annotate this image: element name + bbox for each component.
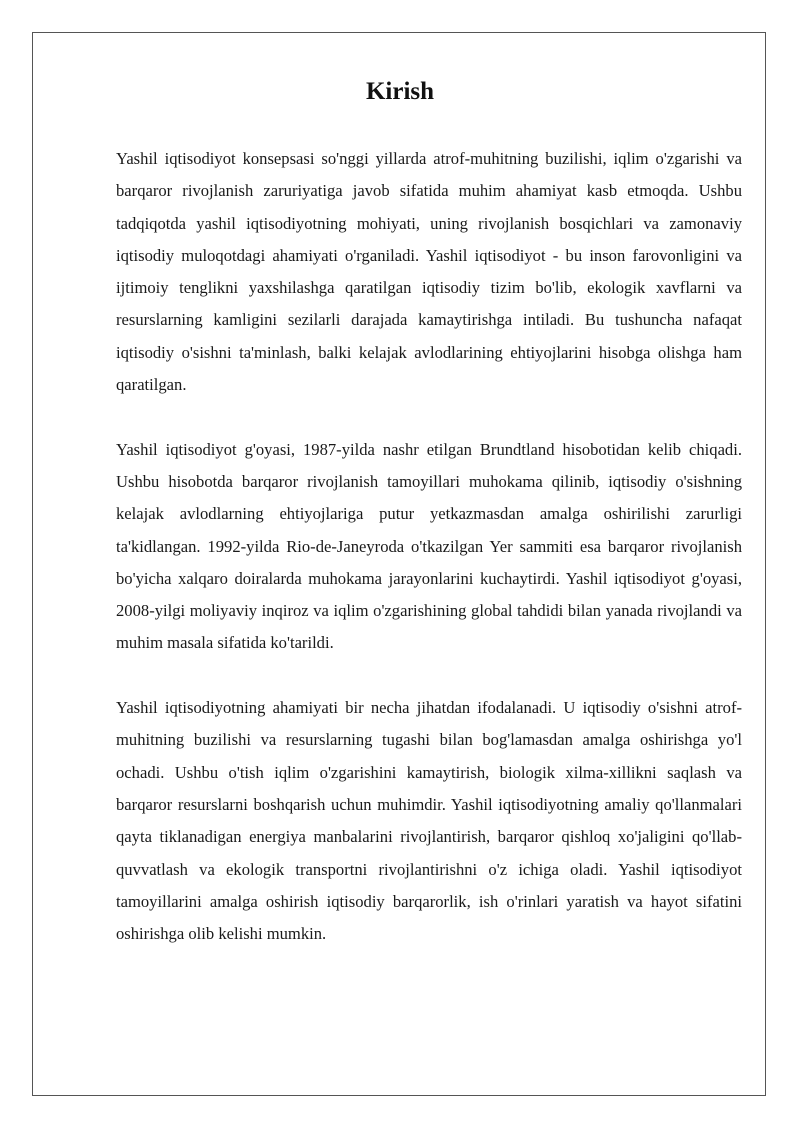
paragraph-introduction: Yashil iqtisodiyot konsepsasi so'nggi yillarda atrof-muhitning buzilishi, iqlim o'zgarishi va barqaror rivojlanish zaruriyatiga javob sifatida muhim ahamiyat kasb etmoqda. Ushbu tadqiqotda yashil iqtisodiyotning mohiyati, uning rivojlanish bosqichlari va zamonaviy iqtisodiy muloqotdagi ahamiyati o'rganiladi. Yashil iqtisodiyot - bu inson farovonligini va ijtimoiy tenglikni yaxshilashga qaratilgan iqtisodiy tizim bo'lib, ekologik xavflarni va resurslarning kamligini sezilarli darajada kamaytirishga intiladi. Bu tushuncha nafaqat iqtisodiy o'sishni ta'minlash, balki kelajak avlodlarining ehtiyojlarini hisobga olishga ham qaratilgan. <box>116 149 742 395</box>
page-title: Kirish <box>365 78 435 105</box>
paragraph-history: Yashil iqtisodiyot g'oyasi, 1987-yilda nashr etilgan Brundtland hisobotidan kelib chiqadi. Ushbu hisobotda barqaror rivojlanish tamoyillari muhokama qilinib, iqtisodiy o'sishning kelajak avlodlarning ehtiyojlariga putur yetkazmasdan amalga oshirilishi zarurligi ta'kidlangan. 1992-yilda Rio-de-Janeyroda o'tkazilgan Yer sammiti esa barqaror rivojlanish bo'yicha xalqaro doiralarda muhokama jarayonlarini kuchaytirdi. Yashil iqtisodiyot g'oyasi, 2008-yilgi moliyaviy inqiroz va iqlim o'zgarishining global tahdidi bilan yanada rivojlandi va muhim masala sifatida ko'tarildi. <box>116 439 742 653</box>
document-body <box>116 143 742 983</box>
paragraph-importance: Yashil iqtisodiyotning ahamiyati bir necha jihatdan ifodalanadi. U iqtisodiy o'sishni atrof-muhitning buzilishi va resurslarning tugashi bilan bog'lamasdan amalga oshirishga yo'l ochadi. Ushbu o'tish iqlim o'zgarishini kamaytirish, biologik xilma-xillikni saqlash va barqaror resurslarni boshqarish uchun muhimdir. Yashil iqtisodiyotning amaliy qo'llanmalari qayta tiklanadigan energiya manbalarini rivojlantirish, barqaror qishloq xo'jaligini qo'llab-quvvatlash va ekologik transportni rivojlantirishni o'z ichiga oladi. Yashil iqtisodiyot tamoyillarini amalga oshirish iqtisodiy barqarorlik, ish o'rinlari yaratish va hayot sifatini oshirishga olib kelishi mumkin. <box>116 698 742 944</box>
